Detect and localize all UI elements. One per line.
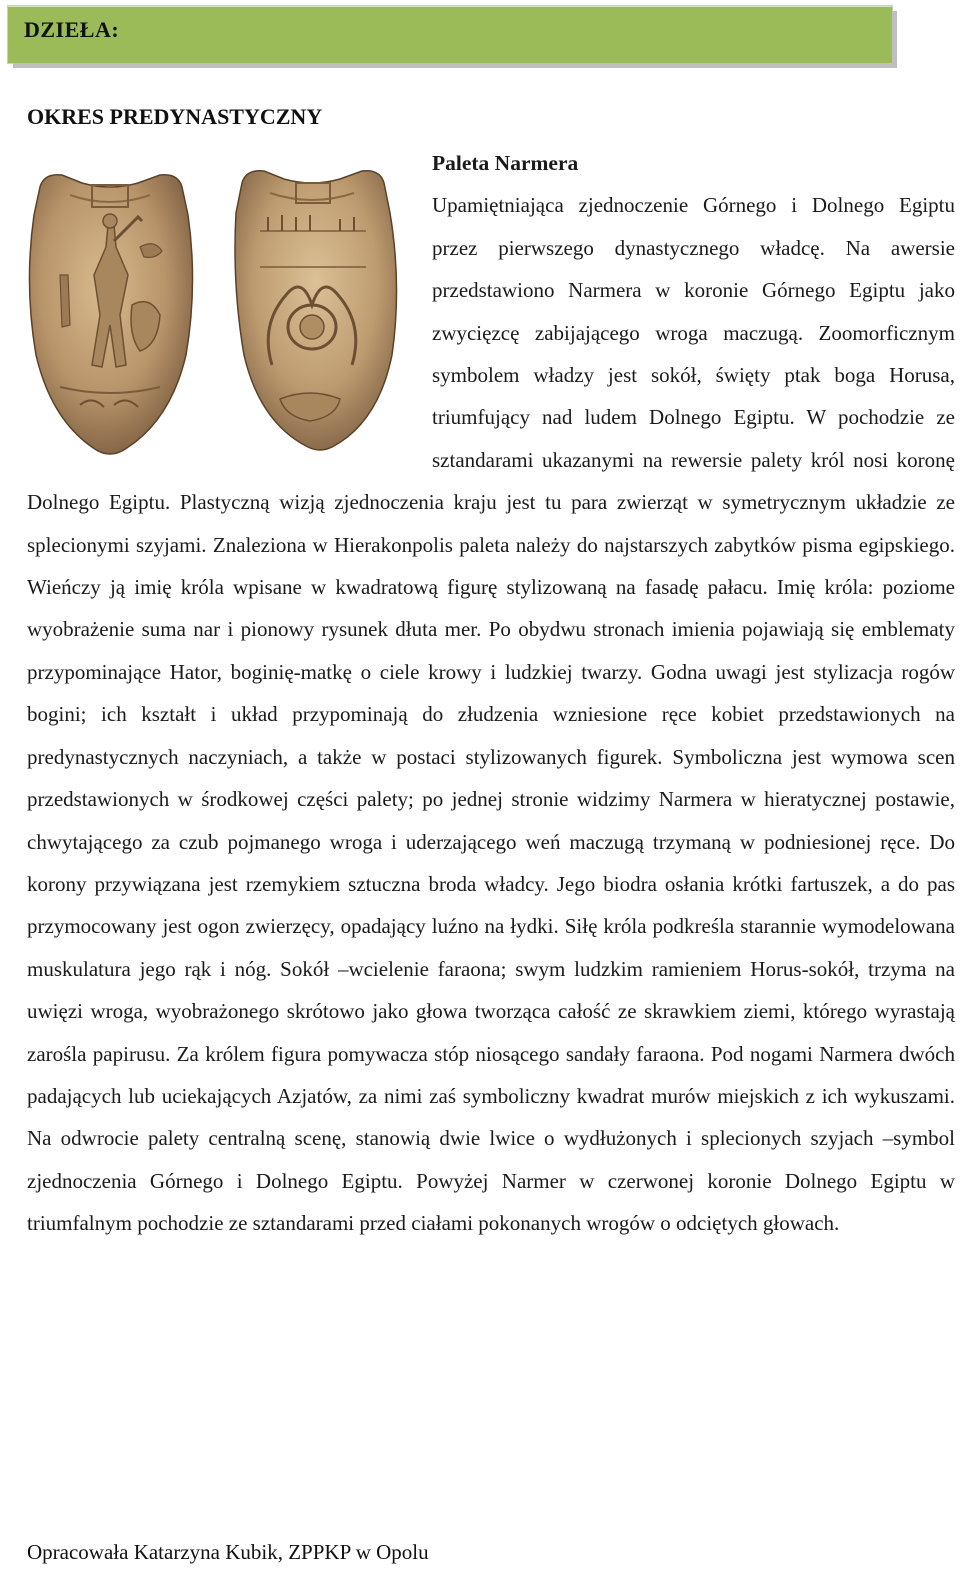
article (27, 142, 955, 1245)
section-title: OKRES PREDYNASTYCZNY (27, 104, 323, 129)
article-body: Upamiętniająca zjednoczenie Górnego i Dolnego Egiptu przez pierwszego dynastycznego władcę. Na awersie przedstawiono Narmera w koronie Górnego Egiptu jako zwycięzcę zabijającego wroga maczugą. Zoomorficznym symbolem władzy jest sokół, święty ptak boga Horusa, triumfujący nad ludem Dolnego Egiptu. W pochodzie ze sztandarami ukazanymi na rewersie palety król nosi koronę Dolnego Egiptu. Plastyczną wizją zjednoczenia kraju jest tu para zwierząt w symetrycznym układzie ze splecionymi szyjami. Znaleziona w Hierakonpolis paleta należy do najstarszych zabytków pisma egipskiego. Wieńczy ją imię króla wpisane w kwadratową figurę stylizowaną na fasadę pałacu. Imię króla: poziome wyobrażenie suma nar i pionowy rysunek dłuta mer. Po obydwu stronach imienia pojawiają się emblematy przypominające Hator, boginię-matkę o ciele krowy i ludzkiej twarzy. Godna uwagi jest stylizacja rogów bogini; ich kształt i układ przypominają do złudzenia wzniesione ręce kobiet przedstawionych na predynastycznych naczyniach, a także w postaci stylizowanych figurek. Symboliczna jest wymowa scen przedstawionych w środkowej części palety; po jednej stronie widzimy Narmera w hieratycznej postawie, chwytającego za czub pojmanego wroga i uderzającego weń maczugą trzymaną w podniesionej ręce. Do korony przywiązana jest rzemykiem sztuczna broda władcy. Jego biodra osłania krótki fartuszek, a do pas przymocowany jest ogon zwierzęcy, opadający luźno na łydki. Siłę króla podkreśla starannie wymodelowana muskulatura jego rąk i nóg. Sokół –wcielenie faraona; swym ludzkim ramieniem Horus-sokół, trzyma na uwięzi wroga, wyobrażonego skrótowo jako głowa tworząca całość ze skrawkiem ziemi, którego wyrastają zarośla papirusu. Za królem figura pomywacza stóp niosącego sandały faraona. Pod nogami Narmera dwóch padających lub uciekających Azjatów, za nimi zaś symboliczny kwadrat murów miejskich z ich wykuszami. Na odwrocie palety centralną scenę, stanowią dwie lwice o wydłużonych i splecionych szyjach –symbol zjednoczenia Górnego i Dolnego Egiptu. Powyżej Narmer w czerwonej koronie Dolnego Egiptu w triumfalnym pochodzie ze sztandarami przed ciałami pokonanych wrogów o odciętych głowach. (27, 193, 955, 1236)
header-title: DZIEŁA: (24, 17, 120, 42)
section-header-box (8, 6, 892, 63)
article-title: Paleta Narmera (432, 151, 579, 175)
image-wrap-space (27, 142, 432, 456)
footer-credit: Opracowała Katarzyna Kubik, ZPPKP w Opolu (27, 1540, 429, 1564)
